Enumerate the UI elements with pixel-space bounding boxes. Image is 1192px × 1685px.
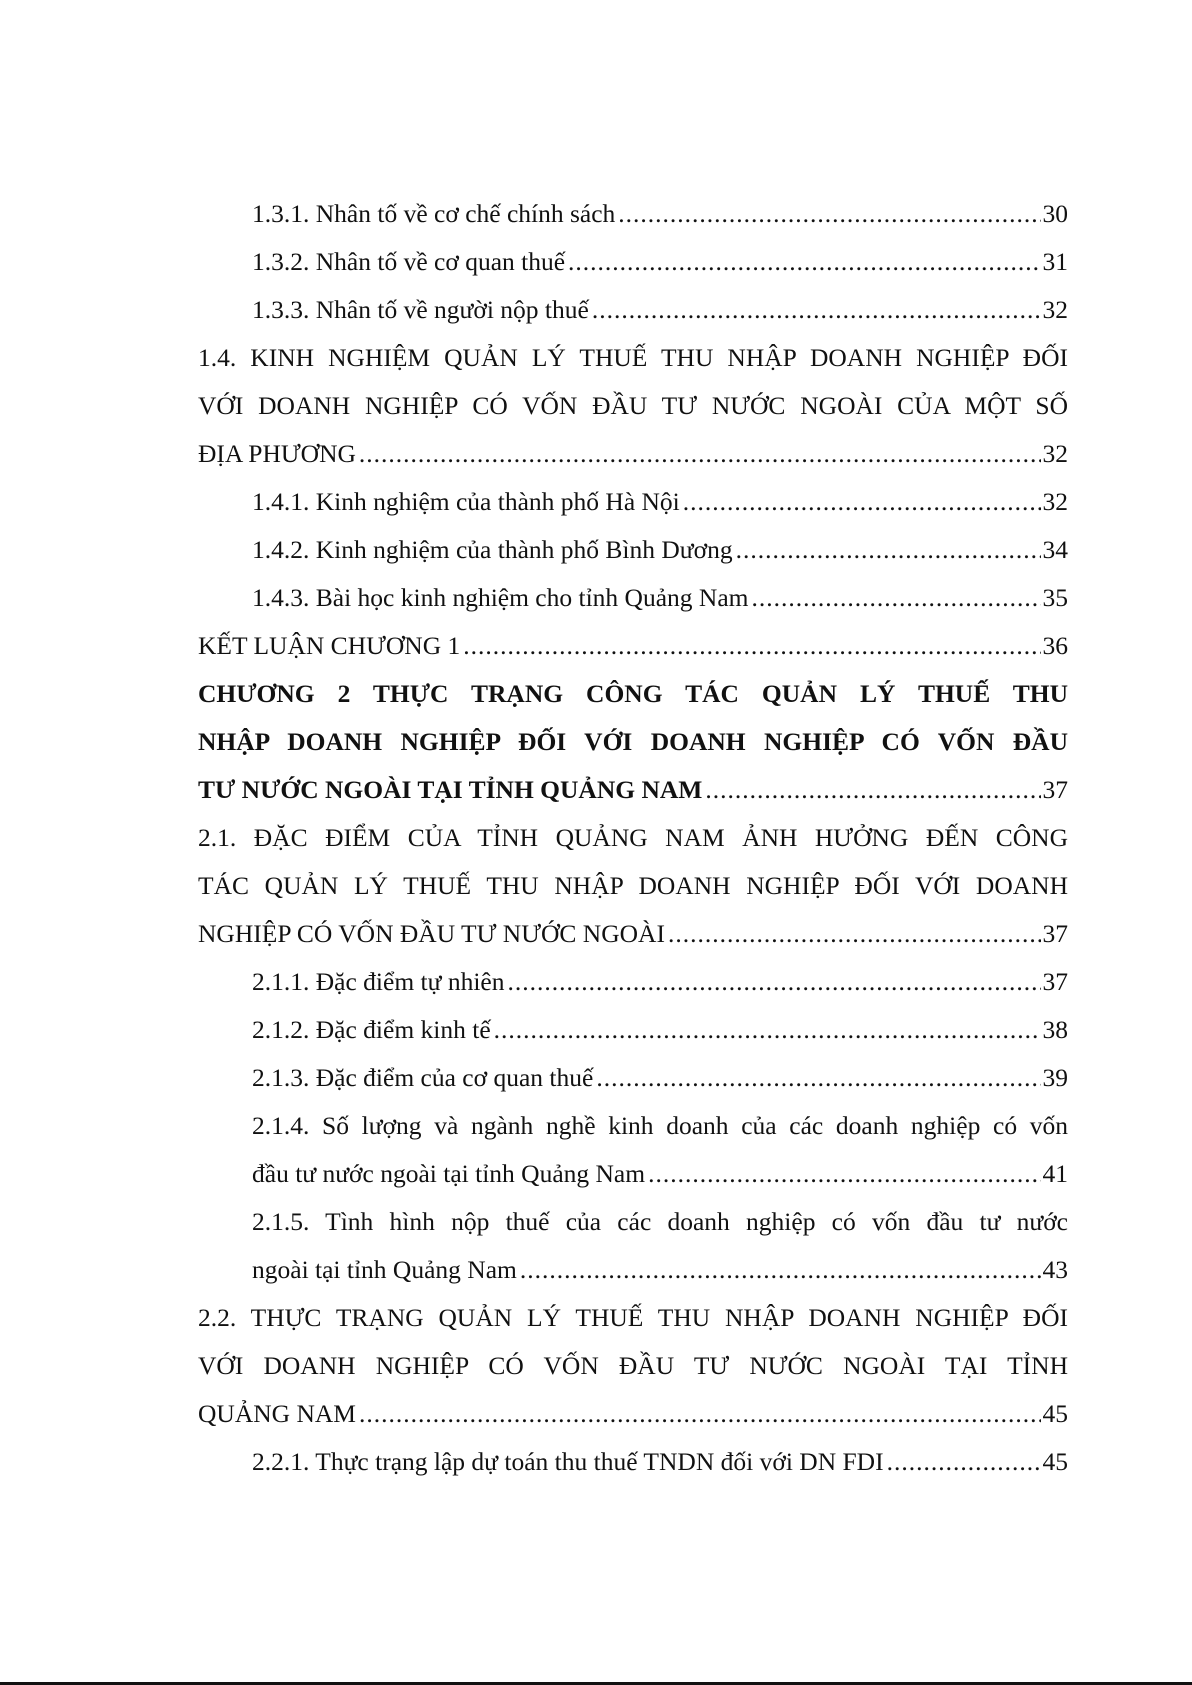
toc-entry bbox=[198, 574, 1068, 622]
toc-entry-line: 2.1.4. Số lượng và ngành nghề kinh doanh của các doanh nghiệp có vốn bbox=[252, 1111, 1068, 1140]
dot-leader bbox=[592, 286, 1041, 334]
toc-entry bbox=[198, 1054, 1068, 1102]
page-number: 38 bbox=[1042, 1015, 1068, 1044]
toc-entry-final-line bbox=[252, 526, 1068, 574]
dot-leader bbox=[463, 622, 1040, 670]
toc-entry-title: đầu tư nước ngoài tại tỉnh Quảng Nam bbox=[252, 1159, 646, 1188]
toc-entry-line: CHƯƠNG 2 THỰC TRẠNG CÔNG TÁC QUẢN LÝ THUẾ THU bbox=[198, 679, 1068, 708]
page-number: 35 bbox=[1042, 583, 1068, 612]
page-number: 36 bbox=[1042, 631, 1068, 660]
toc-entry-line: VỚI DOANH NGHIỆP CÓ VỐN ĐẦU TƯ NƯỚC NGOÀI TẠI TỈNH bbox=[198, 1351, 1068, 1380]
dot-leader bbox=[683, 478, 1041, 526]
toc-entry-title: NGHIỆP CÓ VỐN ĐẦU TƯ NƯỚC NGOÀI bbox=[198, 919, 665, 948]
toc-entry-final-line bbox=[252, 478, 1068, 526]
page-number: 37 bbox=[1042, 919, 1068, 948]
toc-entry bbox=[198, 814, 1068, 958]
dot-leader bbox=[494, 1006, 1041, 1054]
toc-entry bbox=[198, 1438, 1068, 1486]
toc-entry bbox=[198, 958, 1068, 1006]
page-number: 37 bbox=[1042, 775, 1068, 804]
toc-entry bbox=[198, 1102, 1068, 1198]
toc-entry-final-line bbox=[198, 766, 1068, 814]
dot-leader bbox=[568, 238, 1040, 286]
toc-entry-title: KẾT LUẬN CHƯƠNG 1 bbox=[198, 631, 461, 660]
toc-entry-title: ngoài tại tỉnh Quảng Nam bbox=[252, 1255, 517, 1284]
toc-entry-title: 1.3.2. Nhân tố về cơ quan thuế bbox=[252, 247, 566, 276]
toc-entry-final-line bbox=[252, 1150, 1068, 1198]
page-number: 32 bbox=[1042, 295, 1068, 324]
toc-entry-title: 1.3.3. Nhân tố về người nộp thuế bbox=[252, 295, 589, 324]
toc-entry-title: 2.1.3. Đặc điểm của cơ quan thuế bbox=[252, 1063, 594, 1092]
dot-leader bbox=[751, 574, 1040, 622]
toc-entry-line: 2.2. THỰC TRẠNG QUẢN LÝ THUẾ THU NHẬP DOANH NGHIỆP ĐỐI bbox=[198, 1303, 1068, 1332]
toc-entry-final-line bbox=[252, 958, 1068, 1006]
toc-entry-final-line bbox=[252, 286, 1068, 334]
dot-leader bbox=[668, 910, 1041, 958]
table-of-contents bbox=[198, 190, 1068, 1486]
dot-leader bbox=[520, 1246, 1041, 1294]
toc-entry-title: QUẢNG NAM bbox=[198, 1399, 356, 1428]
dot-leader bbox=[359, 1390, 1041, 1438]
toc-entry-title: 1.3.1. Nhân tố về cơ chế chính sách bbox=[252, 199, 616, 228]
page-number: 43 bbox=[1042, 1255, 1068, 1284]
dot-leader bbox=[736, 526, 1041, 574]
toc-entry bbox=[198, 1006, 1068, 1054]
page-number: 45 bbox=[1042, 1447, 1068, 1476]
toc-entry-final-line bbox=[198, 1390, 1068, 1438]
toc-entry-line: 2.1. ĐẶC ĐIỂM CỦA TỈNH QUẢNG NAM ẢNH HƯỞNG ĐẾN CÔNG bbox=[198, 823, 1068, 852]
toc-entry bbox=[198, 622, 1068, 670]
page-number: 39 bbox=[1042, 1063, 1068, 1092]
toc-entry bbox=[198, 1198, 1068, 1294]
page-number: 32 bbox=[1042, 487, 1068, 516]
toc-entry bbox=[198, 1294, 1068, 1438]
toc-entry bbox=[198, 526, 1068, 574]
toc-entry-title: 2.1.2. Đặc điểm kinh tế bbox=[252, 1015, 491, 1044]
dot-leader bbox=[618, 190, 1040, 238]
toc-entry bbox=[198, 334, 1068, 478]
toc-entry-title: 1.4.1. Kinh nghiệm của thành phố Hà Nội bbox=[252, 487, 680, 516]
toc-entry-final-line bbox=[252, 1054, 1068, 1102]
toc-entry bbox=[198, 190, 1068, 238]
toc-entry-final-line bbox=[252, 1006, 1068, 1054]
toc-entry bbox=[198, 286, 1068, 334]
toc-entry-final-line bbox=[198, 622, 1068, 670]
dot-leader bbox=[887, 1438, 1041, 1486]
dot-leader bbox=[596, 1054, 1040, 1102]
page-number: 31 bbox=[1042, 247, 1068, 276]
toc-entry-final-line bbox=[252, 1438, 1068, 1486]
toc-entry-line: VỚI DOANH NGHIỆP CÓ VỐN ĐẦU TƯ NƯỚC NGOÀI CỦA MỘT SỐ bbox=[198, 391, 1068, 420]
page-number: 32 bbox=[1042, 439, 1068, 468]
toc-entry-title: 1.4.2. Kinh nghiệm của thành phố Bình Dương bbox=[252, 535, 733, 564]
toc-entry-final-line bbox=[198, 430, 1068, 478]
toc-entry bbox=[198, 478, 1068, 526]
toc-entry-title: ĐỊA PHƯƠNG bbox=[198, 439, 356, 468]
toc-entry-line: 2.1.5. Tình hình nộp thuế của các doanh nghiệp có vốn đầu tư nước bbox=[252, 1207, 1068, 1236]
toc-entry-line: 1.4. KINH NGHIỆM QUẢN LÝ THUẾ THU NHẬP DOANH NGHIỆP ĐỐI bbox=[198, 343, 1068, 372]
toc-entry-final-line bbox=[252, 238, 1068, 286]
toc-entry-title: 2.1.1. Đặc điểm tự nhiên bbox=[252, 967, 505, 996]
page-number: 34 bbox=[1042, 535, 1068, 564]
toc-entry-final-line bbox=[198, 910, 1068, 958]
page-number: 30 bbox=[1042, 199, 1068, 228]
toc-entry-title: 1.4.3. Bài học kinh nghiệm cho tỉnh Quảng Nam bbox=[252, 583, 749, 612]
toc-entry-final-line bbox=[252, 190, 1068, 238]
dot-leader bbox=[648, 1150, 1040, 1198]
toc-entry-final-line bbox=[252, 1246, 1068, 1294]
toc-entry-final-line bbox=[252, 574, 1068, 622]
toc-entry-line: TÁC QUẢN LÝ THUẾ THU NHẬP DOANH NGHIỆP ĐỐI VỚI DOANH bbox=[198, 871, 1068, 900]
page-number: 45 bbox=[1042, 1399, 1068, 1428]
toc-entry-title: TƯ NƯỚC NGOÀI TẠI TỈNH QUẢNG NAM bbox=[198, 775, 703, 804]
toc-entry-line: NHẬP DOANH NGHIỆP ĐỐI VỚI DOANH NGHIỆP CÓ VỐN ĐẦU bbox=[198, 727, 1068, 756]
page-number: 37 bbox=[1042, 967, 1068, 996]
dot-leader bbox=[507, 958, 1040, 1006]
dot-leader bbox=[705, 766, 1040, 814]
toc-entry bbox=[198, 238, 1068, 286]
toc-entry bbox=[198, 670, 1068, 814]
page-number: 41 bbox=[1042, 1159, 1068, 1188]
toc-entry-title: 2.2.1. Thực trạng lập dự toán thu thuế TNDN đối với DN FDI bbox=[252, 1447, 884, 1476]
dot-leader bbox=[359, 430, 1041, 478]
